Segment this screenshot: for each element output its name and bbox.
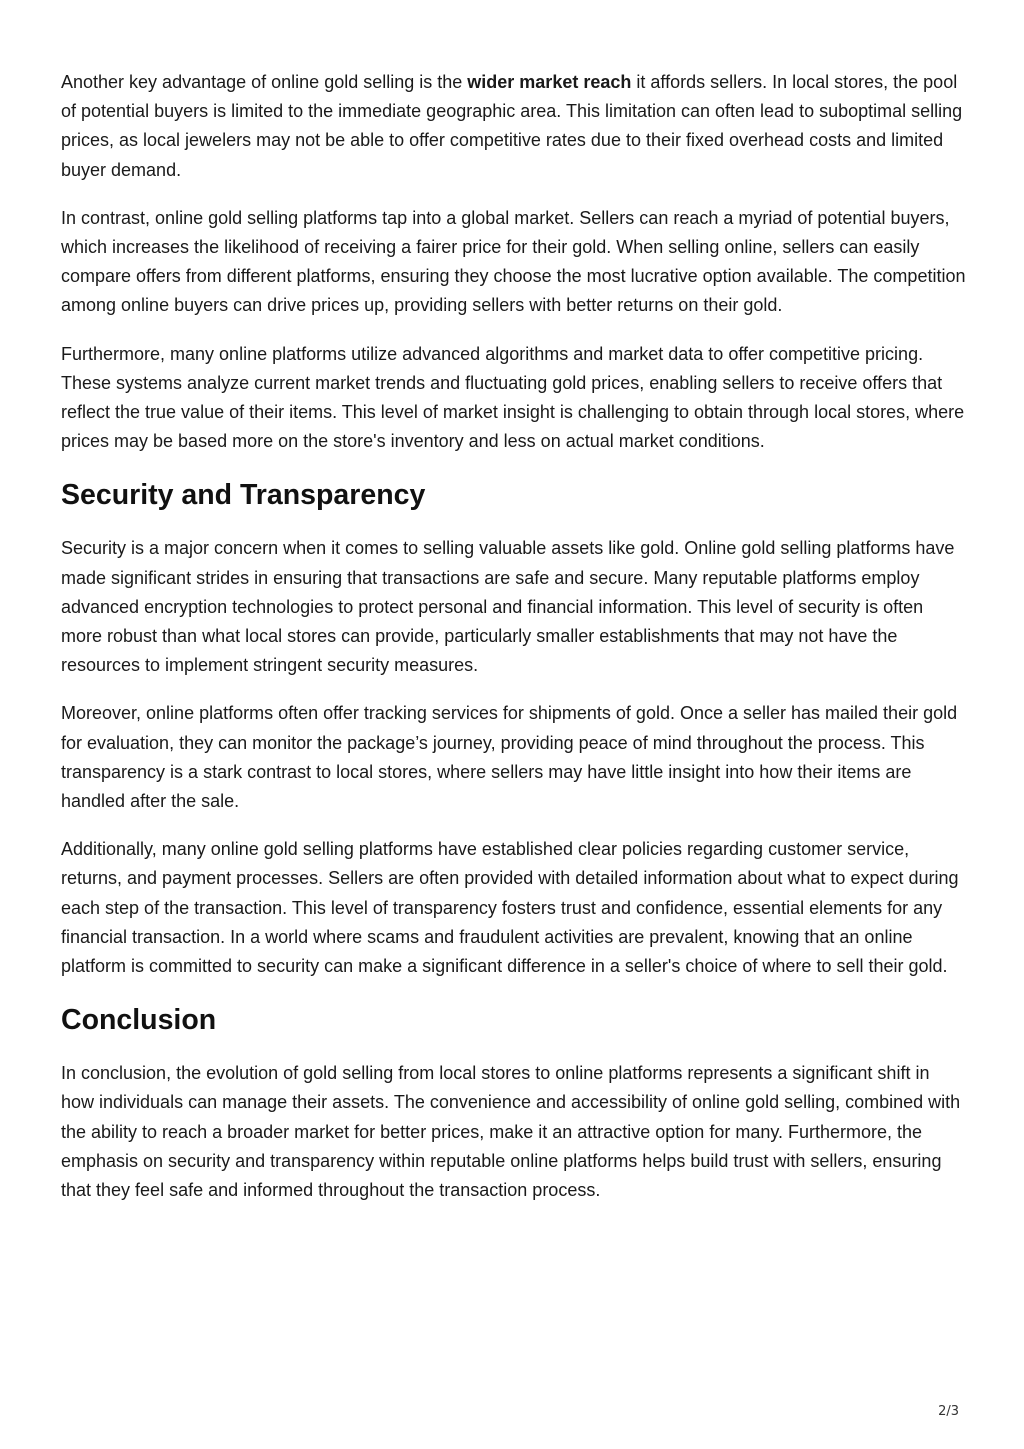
heading-security: Security and Transparency <box>61 479 426 512</box>
paragraph-tracking: Moreover, online platforms often offer tracking services for shipments of gold. Once a seller has mailed their gold for evaluation, they can monitor the package’s journey, providing peace of mind throughout the process. This transparency is a stark contrast to local stores, where sellers may have little insight into how their items are handled after the sale. <box>61 703 958 812</box>
paragraph-text: Another key advantage of online gold selling is the <box>61 72 468 92</box>
paragraph-pricing-algorithms: Furthermore, many online platforms utilize advanced algorithms and market data to offer competitive pricing. These systems analyze current market trends and fluctuating gold prices, enabling sellers to receive offers that reflect the true value of their items. This level of market insight is challenging to obtain through local stores, where prices may be based more on the store's inventory and less on actual market conditions. <box>61 343 965 452</box>
paragraph-security-concern: Security is a major concern when it comes to selling valuable assets like gold. Online gold selling platforms have made significant strides in ensuring that transactions are safe and secure. Many reputable platforms employ advanced encryption technologies to protect personal and financial information. This level of security is often more robust than what local stores can provide, particularly smaller establishments that may not have the resources to implement stringent security measures. <box>61 538 955 676</box>
paragraph-text: it affords sellers. In local stores, the pool of potential buyers is limited to the immediate geographic area. This limitation can often lead to suboptimal selling prices, as local jewelers may not be able to offer competitive rates due to their fixed overhead costs and limited buyer demand. <box>61 72 963 180</box>
heading-conclusion: Conclusion <box>61 1004 217 1037</box>
page-number: 2/3 <box>938 1404 959 1419</box>
bold-phrase: wider market reach <box>467 72 632 92</box>
paragraph-conclusion: In conclusion, the evolution of gold selling from local stores to online platforms represents a significant shift in how individuals can manage their assets. The convenience and accessibility of online gold selling, combined with the ability to reach a broader market for better prices, make it an attractive option for many. Furthermore, the emphasis on security and transparency within reputable online platforms helps build trust with sellers, ensuring that they feel safe and informed throughout the transaction process. <box>61 1063 961 1201</box>
paragraph-global-market: In contrast, online gold selling platforms tap into a global market. Sellers can reach a myriad of potential buyers, which increases the likelihood of receiving a fairer price for their gold. When selling online, sellers can easily compare offers from different platforms, ensuring they choose the most lucrative option available. The competition among online buyers can drive prices up, providing sellers with better returns on their gold. <box>61 207 966 316</box>
paragraph-market-reach <box>61 68 967 185</box>
document-page <box>61 68 967 1224</box>
paragraph-policies: Additionally, many online gold selling platforms have established clear policies regarding customer service, returns, and payment processes. Sellers are often provided with detailed information about what to expect during each step of the transaction. This level of transparency fosters trust and confidence, essential elements for any financial transaction. In a world where scams and fraudulent activities are prevalent, knowing that an online platform is committed to security can make a significant difference in a seller's choice of where to sell their gold. <box>61 839 959 977</box>
